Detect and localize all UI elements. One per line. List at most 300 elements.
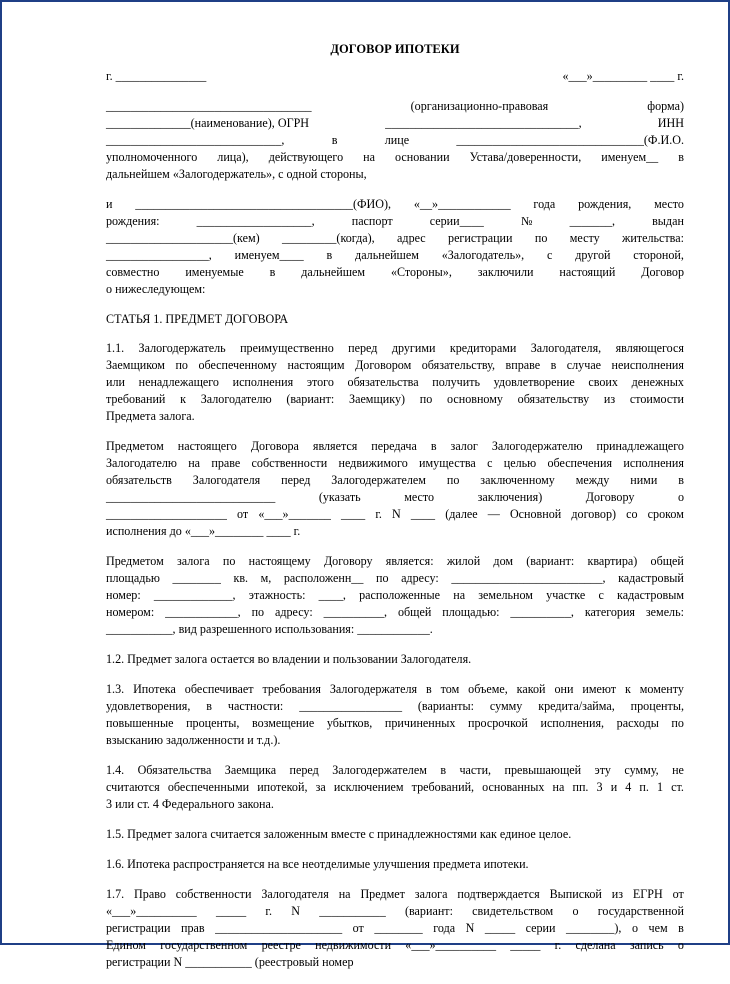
word: _________(когда), (282, 231, 375, 245)
word: Залогодержателю (491, 439, 583, 453)
word: какой (516, 682, 546, 696)
word: кредиторами (449, 341, 517, 355)
word: в (426, 682, 432, 696)
word: Едином (106, 938, 146, 952)
word: именуем__ (601, 150, 659, 164)
word: (вариант: (526, 554, 575, 568)
word: со (626, 507, 638, 521)
word: они (554, 682, 574, 696)
word: адрес (397, 231, 426, 245)
paragraph (106, 856, 684, 873)
word: Выпиской (549, 887, 602, 901)
word: в (440, 763, 447, 777)
word: ____________________ (106, 507, 227, 521)
text-line (106, 166, 684, 183)
text-line (106, 115, 684, 132)
word: Залогодержателя (329, 682, 418, 696)
word: убытков, (326, 716, 373, 730)
word: просрочкой (468, 716, 528, 730)
text-line (106, 681, 684, 698)
word: исполнения, (540, 716, 605, 730)
word: жилой (446, 554, 481, 568)
word: Залогодателя, (530, 341, 602, 355)
word: с (547, 248, 553, 262)
word: исполнения (232, 375, 294, 389)
word: случае (566, 358, 602, 372)
word: дальнейшем (355, 248, 419, 262)
word: (вариант: (286, 392, 335, 406)
word: о (572, 904, 579, 918)
text-line (106, 374, 684, 391)
word: ____ (341, 507, 366, 521)
text-line (106, 779, 684, 796)
text-run: о нижеследующем: (106, 282, 206, 296)
paragraph (106, 438, 684, 540)
word: г. (375, 507, 382, 521)
word: в (430, 439, 437, 453)
word: залог (450, 439, 478, 453)
word: сроком (647, 507, 684, 521)
word: Предметом (106, 439, 164, 453)
word: к (180, 392, 186, 406)
text-line (106, 553, 684, 570)
word: в (678, 150, 684, 164)
word: дом (493, 554, 514, 568)
text-run: исполнения до «___»________ ____ г. (106, 524, 301, 538)
word: передача (371, 439, 417, 453)
text-line (106, 937, 684, 954)
word: жительства: (621, 231, 684, 245)
word: заключили (477, 265, 534, 279)
word: с (598, 588, 604, 602)
paragraph (106, 340, 684, 425)
word: общей (397, 605, 432, 619)
word: 3 (596, 780, 603, 794)
word: — (487, 507, 500, 521)
word: 1.7. (106, 887, 125, 901)
word: заключения) (477, 490, 543, 504)
word: расположенные (359, 588, 441, 602)
word: Договор (641, 265, 684, 279)
text-run: 3 или ст. 4 Федерального закона. (106, 797, 274, 811)
word: свидетельством (472, 904, 554, 918)
word: в (206, 699, 212, 713)
word: кв. (233, 571, 249, 585)
word: паспорт (351, 214, 393, 228)
word: сумму (489, 699, 523, 713)
word: г. (265, 904, 273, 918)
word: (далее (445, 507, 478, 521)
word: основании (395, 150, 450, 164)
word: с (487, 456, 493, 470)
word: обеспеченными (167, 780, 250, 794)
word: _____________________(кем) (106, 231, 260, 245)
word: от (352, 921, 364, 935)
word: _____________________ (215, 921, 343, 935)
text-run: регистрации N ___________ (реестровый номер (106, 955, 354, 969)
word: том (440, 682, 460, 696)
word: Залогодателя (192, 473, 261, 487)
text-line (106, 264, 684, 281)
word: удовлетворения, (106, 699, 191, 713)
document-body (106, 40, 684, 984)
word: кадастровым (617, 588, 684, 602)
word: земель: (645, 605, 684, 619)
word: целью (503, 456, 537, 470)
word: является (312, 439, 358, 453)
word: _________________ (299, 699, 402, 713)
word: Договору (323, 554, 373, 568)
word: 1 (657, 780, 664, 794)
word: Заемщику) (349, 392, 406, 406)
text-line (106, 762, 684, 779)
paragraph (106, 886, 684, 971)
word: Договору (585, 490, 635, 504)
word: Устава/доверенности, (469, 150, 582, 164)
word: N (291, 904, 300, 918)
word: Ипотека (133, 682, 176, 696)
word: обязательству, (421, 358, 496, 372)
word: не (672, 763, 684, 777)
word: о (677, 490, 684, 504)
word: причиненных (384, 716, 456, 730)
word: года (433, 921, 456, 935)
word: земельном (478, 588, 533, 602)
word: обязательств (106, 473, 172, 487)
word: __________________________________ (106, 99, 312, 113)
text-line (106, 506, 684, 523)
word: общей (650, 554, 684, 568)
word: на (363, 150, 375, 164)
word: серии____ (429, 214, 484, 228)
word: эту (594, 763, 611, 777)
word: именуемые (185, 265, 244, 279)
word: участке (546, 588, 586, 602)
word: исполнения (623, 456, 684, 470)
word: 1.4. (106, 763, 125, 777)
word: этажность: (248, 588, 306, 602)
text-line (106, 651, 684, 668)
text-line (106, 732, 684, 749)
word: ____________________________________(ФИО), (135, 197, 392, 211)
word: государственном (160, 938, 248, 952)
word: площадью: (442, 605, 500, 619)
word: ____, (318, 588, 346, 602)
section-heading (106, 311, 684, 328)
word: рождения: (106, 214, 160, 228)
word: ЕГРН (632, 887, 663, 901)
word: праве (211, 456, 241, 470)
word: недвижимого (338, 456, 408, 470)
word: перед (289, 763, 319, 777)
text-line (106, 698, 684, 715)
word: г. _______________ (106, 69, 207, 83)
word: именуем____ (234, 248, 304, 262)
document-blocks (106, 68, 684, 971)
word: «___»__________ (405, 938, 496, 952)
word: _____________________________, (106, 133, 285, 147)
word: договор) (571, 507, 617, 521)
text-run: 1.6. Ипотека распространяется на все неотделимые улучшения предмета ипотеки. (106, 857, 529, 871)
word: 1.1. (106, 341, 125, 355)
word: _____ (215, 904, 247, 918)
word: п. (639, 780, 649, 794)
word: дальнейшем (301, 265, 366, 279)
word: подтверждается (457, 887, 540, 901)
word: имущества (419, 456, 476, 470)
word: залога (414, 887, 448, 901)
word: стоимости (629, 392, 684, 406)
word: (вариант: (404, 904, 453, 918)
word: реестре (261, 938, 301, 952)
text-run: 1.2. Предмет залога остается во владении и пользовании Залогодателя. (106, 652, 472, 666)
word: площадью (106, 571, 160, 585)
word: уполномоченного (106, 150, 198, 164)
word: расположенн__ (283, 571, 364, 585)
word: обеспечивает (184, 682, 254, 696)
word: в (269, 265, 276, 279)
word: исключением (333, 780, 404, 794)
word: является: (385, 554, 434, 568)
word: государственной (597, 904, 684, 918)
word: «Стороны», (390, 265, 452, 279)
word: Заемщика (224, 763, 277, 777)
word: обязательства (347, 375, 419, 389)
word: собственности (251, 456, 328, 470)
word: Договором (355, 358, 412, 372)
word: возмещение (251, 716, 315, 730)
paragraph (106, 826, 684, 843)
word: номер: (106, 588, 141, 602)
word: ними (630, 473, 658, 487)
word: от (672, 887, 684, 901)
word: 4 (625, 780, 632, 794)
word: и (106, 197, 113, 211)
word: ________ (374, 921, 423, 935)
word: ст. (671, 780, 684, 794)
text-line (106, 903, 684, 920)
word: в (326, 248, 333, 262)
text-line (106, 213, 684, 230)
word: «___»_______ (258, 507, 331, 521)
word: частности: (227, 699, 284, 713)
word: обеспечения (547, 456, 613, 470)
word: объеме, (468, 682, 508, 696)
word: ненадлежащего (138, 375, 219, 389)
word: чем (648, 921, 668, 935)
word: серии (525, 921, 556, 935)
word: место (654, 197, 684, 211)
text-line (106, 796, 684, 813)
word: ____________________________ (106, 490, 276, 504)
word: по (375, 571, 389, 585)
word: настоящим (287, 358, 345, 372)
word: другими (391, 341, 436, 355)
word: ипотекой, (257, 780, 308, 794)
word: по (446, 473, 460, 487)
text-line (106, 196, 684, 213)
word: основному (447, 392, 503, 406)
word: _____________, (153, 588, 236, 602)
word: обеспеченному (198, 358, 277, 372)
word: о (631, 921, 639, 935)
word: на (453, 588, 466, 602)
word: расходы (616, 716, 659, 730)
word: Заемщиком (106, 358, 165, 372)
word: № (520, 214, 533, 228)
text-run: Предмета залога. (106, 409, 195, 423)
text-line (106, 438, 684, 455)
text-line (106, 856, 684, 873)
word: стороной, (633, 248, 684, 262)
word: в (550, 358, 557, 372)
word: действующего (268, 150, 344, 164)
word: повышенные (106, 716, 174, 730)
word: номером: (106, 605, 155, 619)
word: залога (176, 554, 210, 568)
word: выдан (652, 214, 684, 228)
word: денежных (631, 375, 684, 389)
word: Залогодержателем (331, 473, 426, 487)
text-run: дальнейшем «Залогодержатель», с одной стороны, (106, 167, 367, 181)
word: из (611, 887, 624, 901)
word: место (404, 490, 435, 504)
word: запись (629, 938, 664, 952)
word: на (188, 456, 201, 470)
word: регистрации (448, 231, 513, 245)
word: форма) (647, 99, 684, 113)
word: 1.3. (106, 682, 125, 696)
word: преимущественно (240, 341, 334, 355)
word: _________________________, (451, 571, 606, 585)
word: Основной (509, 507, 562, 521)
word: совместно (106, 265, 160, 279)
text-line (106, 472, 684, 489)
word: Залогодателю (200, 392, 272, 406)
word: ______________(наименование), ОГРН (106, 116, 310, 130)
word: требований, (411, 780, 475, 794)
word: перед (281, 473, 311, 487)
word: имеют (582, 682, 617, 696)
word: месту (569, 231, 600, 245)
word: или (106, 375, 125, 389)
word: адресу: (401, 571, 439, 585)
word: в (678, 473, 684, 487)
word: основанных (482, 780, 545, 794)
text-line (106, 247, 684, 264)
word: заключенному (480, 473, 555, 487)
word: Залогодержателем (332, 763, 427, 777)
word: адресу: (274, 605, 313, 619)
word: категория (584, 605, 635, 619)
word: между (575, 473, 610, 487)
text-line (106, 149, 684, 166)
word: «___»__________ (106, 904, 197, 918)
text-line (106, 489, 684, 506)
word: _______, (569, 214, 615, 228)
word: превышающей (504, 763, 582, 777)
word: ____ (410, 507, 436, 521)
text-line (106, 408, 684, 425)
word: _____ (510, 938, 541, 952)
word: года (533, 197, 556, 211)
word: требования (262, 682, 321, 696)
text-line (106, 455, 684, 472)
word: части, (459, 763, 492, 777)
word: Залогодержатель (138, 341, 226, 355)
document-title: ДОГОВОР ИПОТЕКИ (330, 42, 460, 56)
paragraph (106, 681, 684, 749)
word: __________, (510, 605, 574, 619)
word: (варианты: (417, 699, 474, 713)
word: сумму, (624, 763, 659, 777)
word: (организационно-правовая (410, 99, 549, 113)
word: проценты, (630, 699, 684, 713)
word: лице (384, 133, 410, 147)
word: за (315, 780, 326, 794)
text-line (106, 954, 684, 971)
word: ________), (566, 921, 622, 935)
word: ____________, (165, 605, 241, 619)
text-line (106, 826, 684, 843)
text-run: взысканию задолженности и т.д.). (106, 733, 281, 747)
text-run: 1.5. Предмет залога считается заложенным вместе с принадлежностями как единое целое. (106, 827, 572, 841)
word: о (677, 938, 684, 952)
word: настоящему (248, 554, 311, 568)
word: квартира) (587, 554, 638, 568)
word: в (331, 133, 338, 147)
word: моменту (639, 682, 684, 696)
text-line (106, 570, 684, 587)
word: ________________________________, (385, 116, 582, 130)
word: считаются (106, 780, 160, 794)
text-line (106, 621, 684, 638)
word: собственности (175, 887, 252, 901)
word: Предмет (360, 887, 405, 901)
text-line (106, 523, 684, 540)
word: Предметом (106, 554, 164, 568)
word: _______________________________(Ф.И.О. (456, 133, 684, 147)
paragraph (106, 651, 684, 668)
paragraph (106, 196, 684, 298)
word: ________ (172, 571, 221, 585)
word: _________________, (106, 248, 212, 262)
word: этого (306, 375, 334, 389)
text-line (106, 886, 684, 903)
word: принадлежащего (596, 439, 684, 453)
word: Право (134, 887, 166, 901)
word: ___________ (319, 904, 386, 918)
text-line (106, 604, 684, 621)
word: ___________________, (196, 214, 315, 228)
word: своих (588, 375, 618, 389)
word: N (392, 507, 401, 521)
word: «__»____________ (413, 197, 511, 211)
word: _____ (484, 921, 516, 935)
word: м, (260, 571, 272, 585)
word: получить (432, 375, 481, 389)
word: __________, (323, 605, 388, 619)
word: настоящего (177, 439, 237, 453)
word: регистрации (106, 921, 171, 935)
word: и (610, 780, 618, 794)
word: удовлетворение (493, 375, 575, 389)
word: кредита/займа, (538, 699, 615, 713)
text-line (106, 357, 684, 374)
paragraph (106, 762, 684, 813)
word: по (222, 554, 236, 568)
text-line (106, 132, 684, 149)
